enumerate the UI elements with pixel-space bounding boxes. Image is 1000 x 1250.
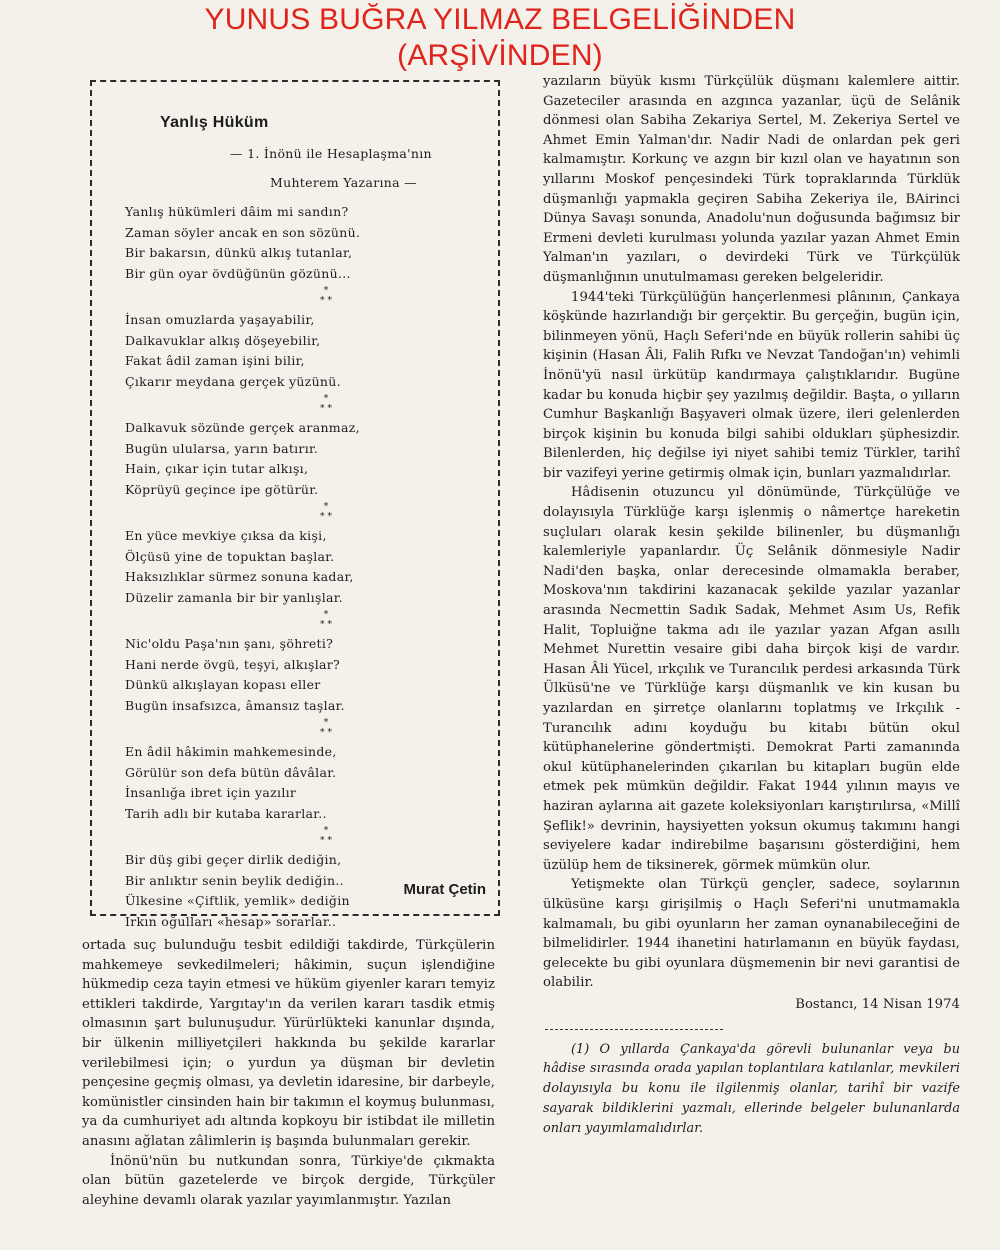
- poem-line: Dünkü alkışlayan kopası eller: [125, 677, 321, 692]
- poem-box: [90, 80, 500, 929]
- stanza-separator: [125, 392, 490, 418]
- asterisk: *: [323, 394, 332, 404]
- asterisk: *: [323, 502, 332, 512]
- poem-author: Murat Çetin: [403, 881, 486, 898]
- footnote-divider: [545, 1029, 723, 1030]
- poem-line: Hain, çıkar için tutar alkışı,: [125, 461, 309, 476]
- stanza-separator: [125, 716, 490, 742]
- poem-stanza: [125, 634, 490, 716]
- poem-line: En âdil hâkimin mahkemesinde,: [125, 744, 337, 759]
- asterisk: *: [323, 826, 332, 836]
- stanza-separator: [125, 824, 490, 850]
- poem-line: Zaman söyler ancak en son sözünü.: [125, 224, 361, 240]
- asterisk-pair: **: [320, 728, 335, 738]
- poem-line: En yüce mevkiye çıksa da kişi,: [125, 528, 327, 543]
- poem-line: Hani nerde övgü, teşyi, alkışlar?: [125, 656, 341, 672]
- poem-line: Dalkavuklar alkış döşeyebilir,: [125, 332, 321, 348]
- dateline: Bostancı, 14 Nisan 1974: [795, 996, 960, 1012]
- asterisk: *: [323, 286, 332, 296]
- poem-stanza: [125, 526, 490, 608]
- asterisk-pair: **: [320, 620, 335, 630]
- poem-stanzas: [125, 202, 490, 932]
- poem-dedication-line-2: Muhterem Yazarına —: [270, 175, 417, 190]
- left-paragraph: ortada suç bulunduğu tesbit edildiği takdirde, Türkçülerin mahkemeye sevkedilmeleri; hâkimin, suçun işlendiğine hükmedip ceza tayin etmesi ve hüküm giyenler kararı temyiz ettikleri takdirde, Yargıtay'ın da verilen kararı tasdik etmiş olmasının şart bulunuşudur. Yürürlükteki kanunlar dışında, bir ülkenin milliyetçileri hakkında bu şekilde kararlar verilebilmesi için; o yurdun ya düşman bir devletin pençesine geçmiş olması, ya devletin idaresine, bir darbeyle, komünistler cinsinden hain bir takımın el koymuş bulunması, ya da cumhuriyet adı altında kopkoyu bir istibdat ile milletin anasını ağlatan zâlimlerin iş başında bulunmaları gerekir.: [82, 938, 495, 1149]
- poem-stanza: [125, 310, 490, 392]
- poem-line: Bir gün oyar övdüğünün gözünü...: [125, 265, 351, 281]
- poem-line: İnsanlığa ibret için yazılır: [125, 785, 297, 800]
- left-paragraph: İnönü'nün bu nutkundan sonra, Türkiye'de çıkmakta olan bütün gazetelerde ve birçok dergide, Türkçüler aleyhine devamlı olarak yazılar yayımlanmıştır. Yazılan: [82, 1153, 495, 1208]
- right-paragraph: yazıların büyük kısmı Türkçülük düşmanı kalemlere aittir. Gazeteciler arasında en azgınca yazanlar, üçü de Selânik dönmesi olan Sabiha Zekariya Sertel, M. Zekeriya Sertel ve Ahmet Emin Yalman'dır. Nadir Nadi de onlardan pek geri kalmamıştır. Korkunç ve azgın bir kızıl olan ve hayatının son yıllarını Moskof pençesindeki Türk topraklarında Türklük düşmanlığı yapmakla geçiren Sabiha Zekeriya ile, BAirinci Dünya Savaşı sonunda, Anadolu'nun doğusunda bağımsız bir Ermeni devleti kurulması yolunda yazılar yazan Ahmet Emin Yalman'ın yazıları, o devirdeki Türk ve Türkçülük düşmanlığının unutulmaması gereken belgeleridir.: [543, 74, 960, 285]
- poem-line: Ülkesine «Çiftlik, yemlik» dediğin: [125, 893, 350, 908]
- asterisk-pair: **: [320, 836, 335, 846]
- stanza-separator: [125, 284, 490, 310]
- left-column-text: [82, 936, 495, 1210]
- right-column-text: [543, 72, 960, 1138]
- asterisk: *: [323, 718, 332, 728]
- poem-line: Bir düş gibi geçer dirlik dediğin,: [125, 852, 342, 867]
- right-paragraph: 1944'teki Türkçülüğün hançerlenmesi plânının, Çankaya köşkünde hazırlandığı bir gerçektir. Bu gerçeğin, bugün için, bilinmeyen yönü, Haçlı Seferi'nde en büyük rollerin sahibi üç kişinin (Hasan Âli, Falih Rıfkı ve Nevzat Tandoğan'ın) vehimli İnönü'yü nasıl ürkütüp kandırmaya çalıştıklarıdır. Bugüne kadar bu konuda hiçbir şey yazılmış değildir. Başta, o yılların Cumhur Başkanlığı Başyaveri olmak üzere, ileri gelenlerden birçok kişinin bu konuda bilgi sahibi oldukları şüphesizdir. Bilenlerden, hiç değilse iyi niyet sahibi temiz Türkler, tarihî bir vazifeyi yerine getirmiş olmak için, bunları yazmalıdırlar.: [543, 289, 960, 481]
- poem-line: Çıkarır meydana gerçek yüzünü.: [125, 373, 341, 389]
- poem-line: Ölçüsü yine de topuktan başlar.: [125, 548, 335, 564]
- poem-line: Görülür son defa bütün dâvâlar.: [125, 764, 337, 780]
- poem-line: Haksızlıklar sürmez sonuna kadar,: [125, 569, 354, 584]
- poem-line: Bir bakarsın, dünkü alkış tutanlar,: [125, 245, 353, 260]
- stanza-separator: [125, 500, 490, 526]
- poem-stanza: [125, 742, 490, 824]
- asterisk: *: [323, 610, 332, 620]
- poem-line: Tarih adlı bir kutaba kararlar..: [125, 805, 327, 821]
- poem-line: Fakat âdil zaman işini bilir,: [125, 353, 305, 368]
- poem-title: Yanlış Hüküm: [160, 114, 269, 131]
- asterisk-pair: **: [320, 296, 335, 306]
- poem-line: Bugün insafsızca, âmansız taşlar.: [125, 697, 345, 713]
- poem-stanza: [125, 202, 490, 284]
- poem-line: Irkın oğulları «hesap» sorarlar..: [125, 913, 337, 929]
- poem-line: İnsan omuzlarda yaşayabilir,: [125, 312, 315, 327]
- right-paragraph: Yetişmekte olan Türkçü gençler, sadece, soylarının ülküsüne karşı girişilmiş o Haçlı Seferi'ni unutmamakla kalmamalı, bu gibi oyunların her zaman oynanabileceğini de bilmelidirler. 1944 ihanetini hatırlamanın en büyük faydası, gelecekte bu gibi oyunlara düşmemenin bir nevi garantisi de olabilir.: [543, 877, 960, 991]
- poem-line: Bugün ulularsa, yarın batırır.: [125, 440, 319, 456]
- poem-line: Yanlış hükümleri dâim mi sandın?: [125, 204, 349, 219]
- poem-line: Köprüyü geçince ipe götürür.: [125, 481, 319, 497]
- right-paragraph: Hâdisenin otuzuncu yıl dönümünde, Türkçülüğe ve dolayısıyla Türklüğe karşı işlenmiş o nâmertçe hareketin suçluları olarak kesin şekilde bilinenler, bu düşmanlığı kalemleriyle yapanlardır. Üç Selânik dönmesiyle Nadir Nadi'den başka, onlar derecesinde olmamakla beraber, Moskova'nın takdirini kazanacak şekilde yazılar yazanlar arasında Necmettin Sadık Sadak, Mehmet Asım Us, Refik Halit, Topluiğne takma adı ile yazılar yazan Afgan asıllı Mehmet Nurettin vesaire gibi daha birçok kişi de vardır. Hasan Âli Yücel, ırkçılık ve Turancılık perdesi arkasında Türk Ülküsü'ne ve Türklüğe karşı düşmanlık ve kin kusan bu yazılardan en şirretçe olanlarını toplatmış ve Irkçılık - Turancılık adını koyduğu bu kitabı bütün okul kütüphanelerine göndertmişti. Demokrat Parti zamanında okul kütüphanelerinden çıkarılan bu kitapları bugün elde etmek pek mümkün değildir. Fakat 1944 yılının mayıs ve haziran aylarına ait gazete koleksiyonları karıştırılırsa, «Millî Şeflik!» devrinin, haysiyetten yoksun okumuş takımını hangi seviyelere kadar indirebilme başarısını gösterdiğini, hem üzülüp hem de tiksinerek, görmek mümkün olur.: [543, 485, 960, 873]
- stanza-separator: [125, 608, 490, 634]
- asterisk-pair: **: [320, 512, 335, 522]
- poem-line: Dalkavuk sözünde gerçek aranmaz,: [125, 420, 360, 435]
- footnote: (1) O yıllarda Çankaya'da görevli bulunanlar veya bu hâdise sırasında orada yapılan toplantılara katılanlar, mevkileri dolayısıyla bu konu ile ilgilenmiş olanlar, tarihî bir vazife sayarak bildiklerini yazmalı, ellerinde belgeler bulunanlarda onları yayımlamalıdırlar.: [543, 1041, 960, 1136]
- header-line-2: (ARŞİVİNDEN): [397, 39, 603, 72]
- poem-dedication-line-1: — 1. İnönü ile Hesaplaşma'nın: [230, 146, 432, 161]
- header-line-1: YUNUS BUĞRA YILMAZ BELGELİĞİNDEN: [204, 3, 796, 36]
- poem-stanza: [125, 418, 490, 500]
- poem-line: Nic'oldu Paşa'nın şanı, şöhreti?: [125, 636, 334, 651]
- poem-line: Bir anlıktır senin beylik dediğin..: [125, 872, 344, 888]
- archive-header: [0, 2, 1000, 74]
- poem-line: Düzelir zamanla bir bir yanlışlar.: [125, 589, 343, 605]
- asterisk-pair: **: [320, 404, 335, 414]
